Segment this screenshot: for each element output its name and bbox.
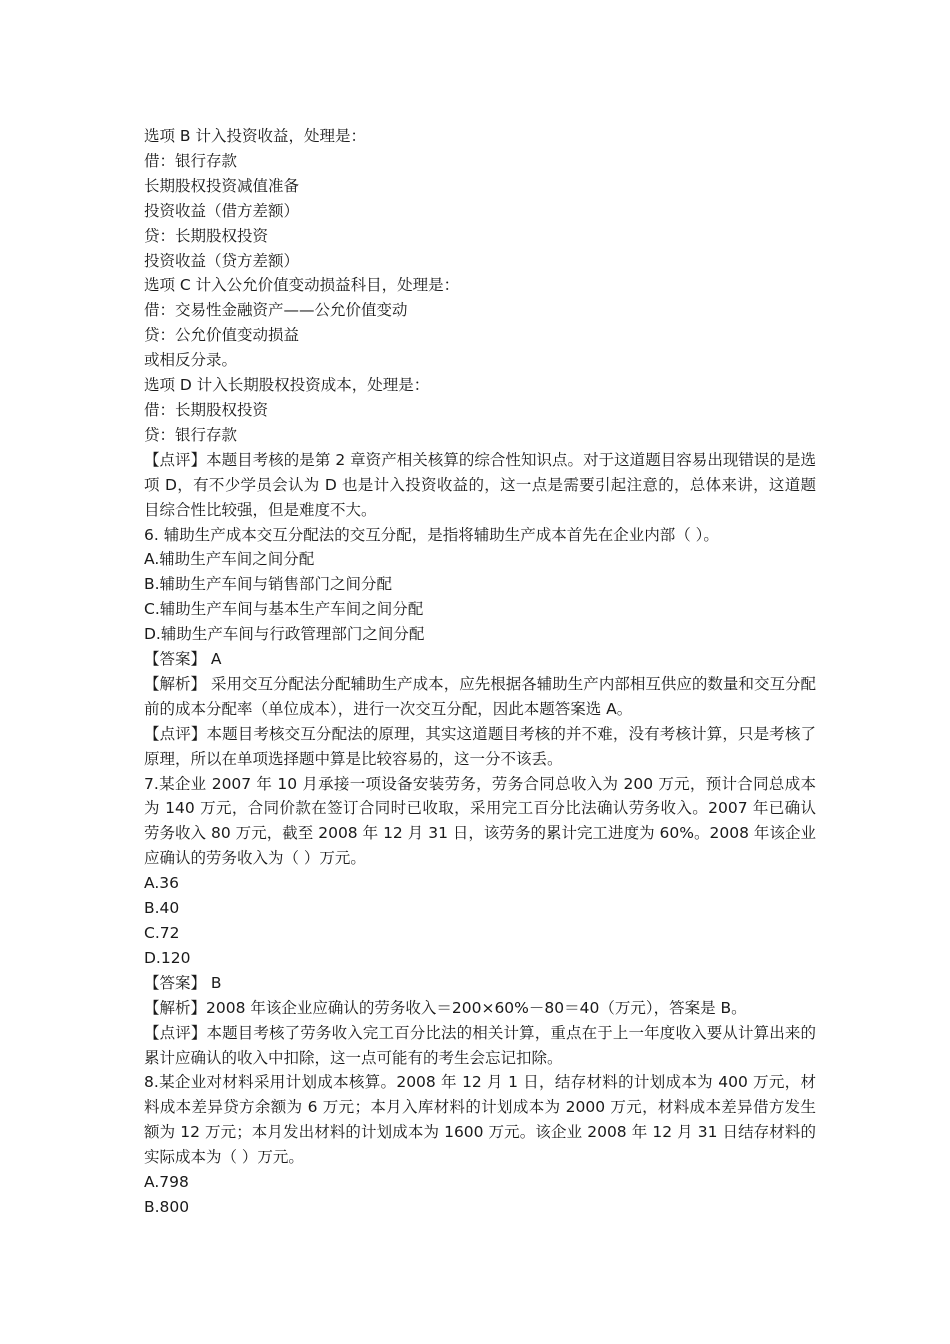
text-line: 投资收益（借方差额） <box>144 201 300 220</box>
comment-paragraph: 【点评】本题目考核的是第 2 章资产相关核算的综合性知识点。对于这道题目容易出现错误的是选项 D，有不少学员会认为 D 也是计入投资收益的，这一点是需要引起注意的，总体来讲，这道题目综合性比较强，但是难度不大。 <box>144 450 816 519</box>
question-6: 6. 辅助生产成本交互分配法的交互分配，是指将辅助生产成本首先在企业内部（ ）。 <box>144 525 719 544</box>
text-line: 选项 C 计入公允价值变动损益科目，处理是： <box>144 276 460 295</box>
text-line: 贷：银行存款 <box>144 425 238 444</box>
option-a: A.798 <box>144 1173 189 1192</box>
analysis-paragraph: 【解析】 采用交互分配法分配辅助生产成本，应先根据各辅助生产内部相互供应的数量和交互分配前的成本分配率（单位成本），进行一次交互分配，因此本题答案选 A。 <box>144 674 816 718</box>
text-line: 借：交易性金融资产——公允价值变动 <box>144 301 408 320</box>
option-a: A.辅助生产车间之间分配 <box>144 550 315 569</box>
option-b: B.40 <box>144 899 180 918</box>
text-line: 贷：长期股权投资 <box>144 226 269 245</box>
option-c: C.72 <box>144 924 180 942</box>
text-line: 借：长期股权投资 <box>144 400 269 419</box>
option-c: C.辅助生产车间与基本生产车间之间分配 <box>144 600 424 619</box>
option-a: A.36 <box>144 874 179 893</box>
answer-line: 【答案】 B <box>144 973 222 992</box>
text-line: 长期股权投资减值准备 <box>144 176 300 195</box>
comment-paragraph: 【点评】本题目考核了劳务收入完工百分比法的相关计算，重点在于上一年度收入要从计算出来的累计应确认的收入中扣除，这一点可能有的考生会忘记扣除。 <box>144 1023 816 1067</box>
text-line: 借：银行存款 <box>144 151 238 170</box>
text-line: 或相反分录。 <box>144 351 238 370</box>
text-line: 贷：公允价值变动损益 <box>144 326 300 345</box>
option-b: B.800 <box>144 1197 190 1216</box>
document-body <box>144 124 816 1220</box>
comment-paragraph: 【点评】本题目考核交互分配法的原理，其实这道题目考核的并不难，没有考核计算，只是考核了原理，所以在单项选择题中算是比较容易的，这一分不该丢。 <box>144 724 816 768</box>
option-b: B.辅助生产车间与销售部门之间分配 <box>144 575 393 594</box>
answer-line: 【答案】 A <box>144 650 222 669</box>
option-d: D.辅助生产车间与行政管理部门之间分配 <box>144 625 425 644</box>
text-line: 选项 D 计入长期股权投资成本，处理是： <box>144 376 430 395</box>
text-line: 投资收益（贷方差额） <box>144 251 300 270</box>
question-7: 7.某企业 2007 年 10 月承接一项设备安装劳务，劳务合同总收入为 200 万元，预计合同总成本为 140 万元，合同价款在签订合同时已收取，采用完工百分比法确认劳务收入。2007 年已确认劳务收入 80 万元，截至 2008 年 12 月 31 日，该劳务的累计完工进度为 60%。2008 年该企业应确认的劳务收入为（ ）万元。 <box>144 774 816 868</box>
analysis-paragraph: 【解析】2008 年该企业应确认的劳务收入＝200×60%－80＝40（万元），答案是 B。 <box>144 998 747 1017</box>
text-line: 选项 B 计入投资收益，处理是： <box>144 127 366 145</box>
option-d: D.120 <box>144 948 191 967</box>
question-8: 8.某企业对材料采用计划成本核算。2008 年 12 月 1 日，结存材料的计划成本为 400 万元，材料成本差异贷方余额为 6 万元；本月入库材料的计划成本为 2000 万元，材料成本差异借方发生额为 12 万元；本月发出材料的计划成本为 1600 万元。该企业 2008 年 12 月 31 日结存材料的实际成本为（ ）万元。 <box>144 1073 816 1167</box>
